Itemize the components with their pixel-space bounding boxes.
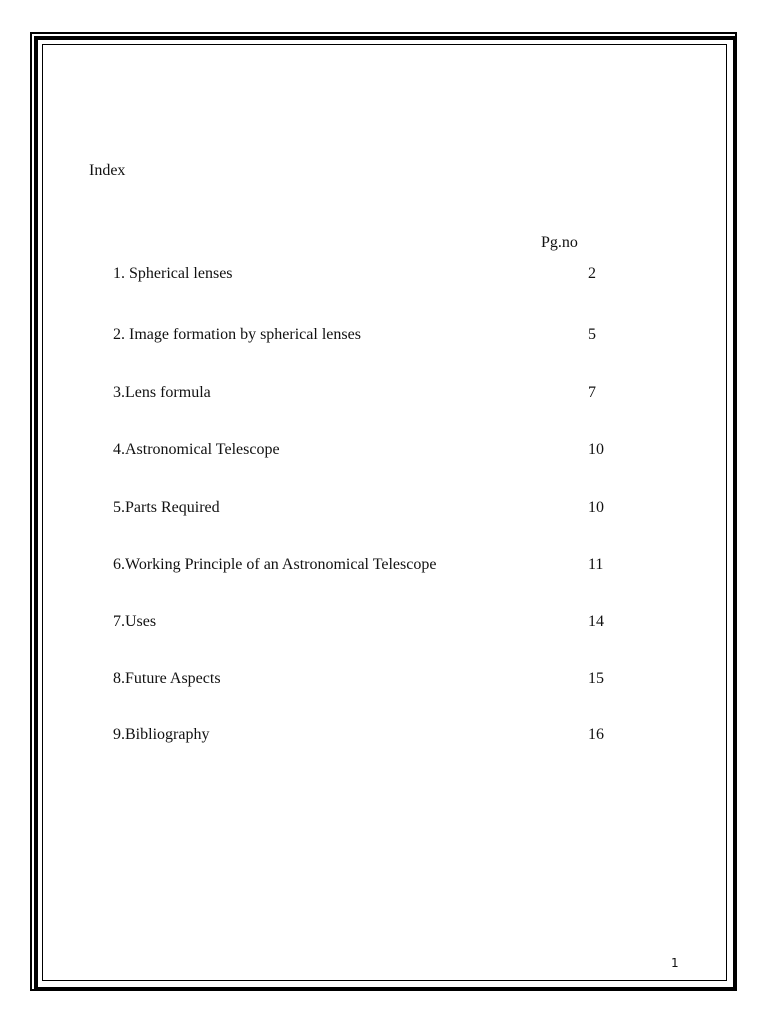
toc-entry-title: 2. Image formation by spherical lenses xyxy=(113,326,361,343)
toc-entry-page: 16 xyxy=(588,726,604,743)
toc-entry-title: 8.Future Aspects xyxy=(113,670,221,687)
toc-entry-page: 11 xyxy=(588,556,604,573)
toc-entry-title: 1. Spherical lenses xyxy=(113,265,233,282)
footer-page-number: 1 xyxy=(671,956,679,970)
index-heading: Index xyxy=(89,162,126,179)
toc-entry-page: 14 xyxy=(588,613,604,630)
toc-entry-page: 10 xyxy=(588,441,604,458)
toc-entry-title: 9.Bibliography xyxy=(113,726,210,743)
toc-entry-title: 6.Working Principle of an Astronomical Telescope xyxy=(113,556,437,573)
toc-entry-page: 5 xyxy=(588,326,596,343)
toc-entry-title: 7.Uses xyxy=(113,613,157,630)
toc-entry-page: 2 xyxy=(588,265,596,282)
toc-entry-page: 7 xyxy=(588,384,596,401)
page-number-column-header: Pg.no xyxy=(541,234,578,251)
toc-entry-title: 4.Astronomical Telescope xyxy=(113,441,280,458)
toc-entry-page: 15 xyxy=(588,670,604,687)
toc-entry-page: 10 xyxy=(588,499,604,516)
toc-entry-title: 3.Lens formula xyxy=(113,384,211,401)
toc-entry-title: 5.Parts Required xyxy=(113,499,220,516)
